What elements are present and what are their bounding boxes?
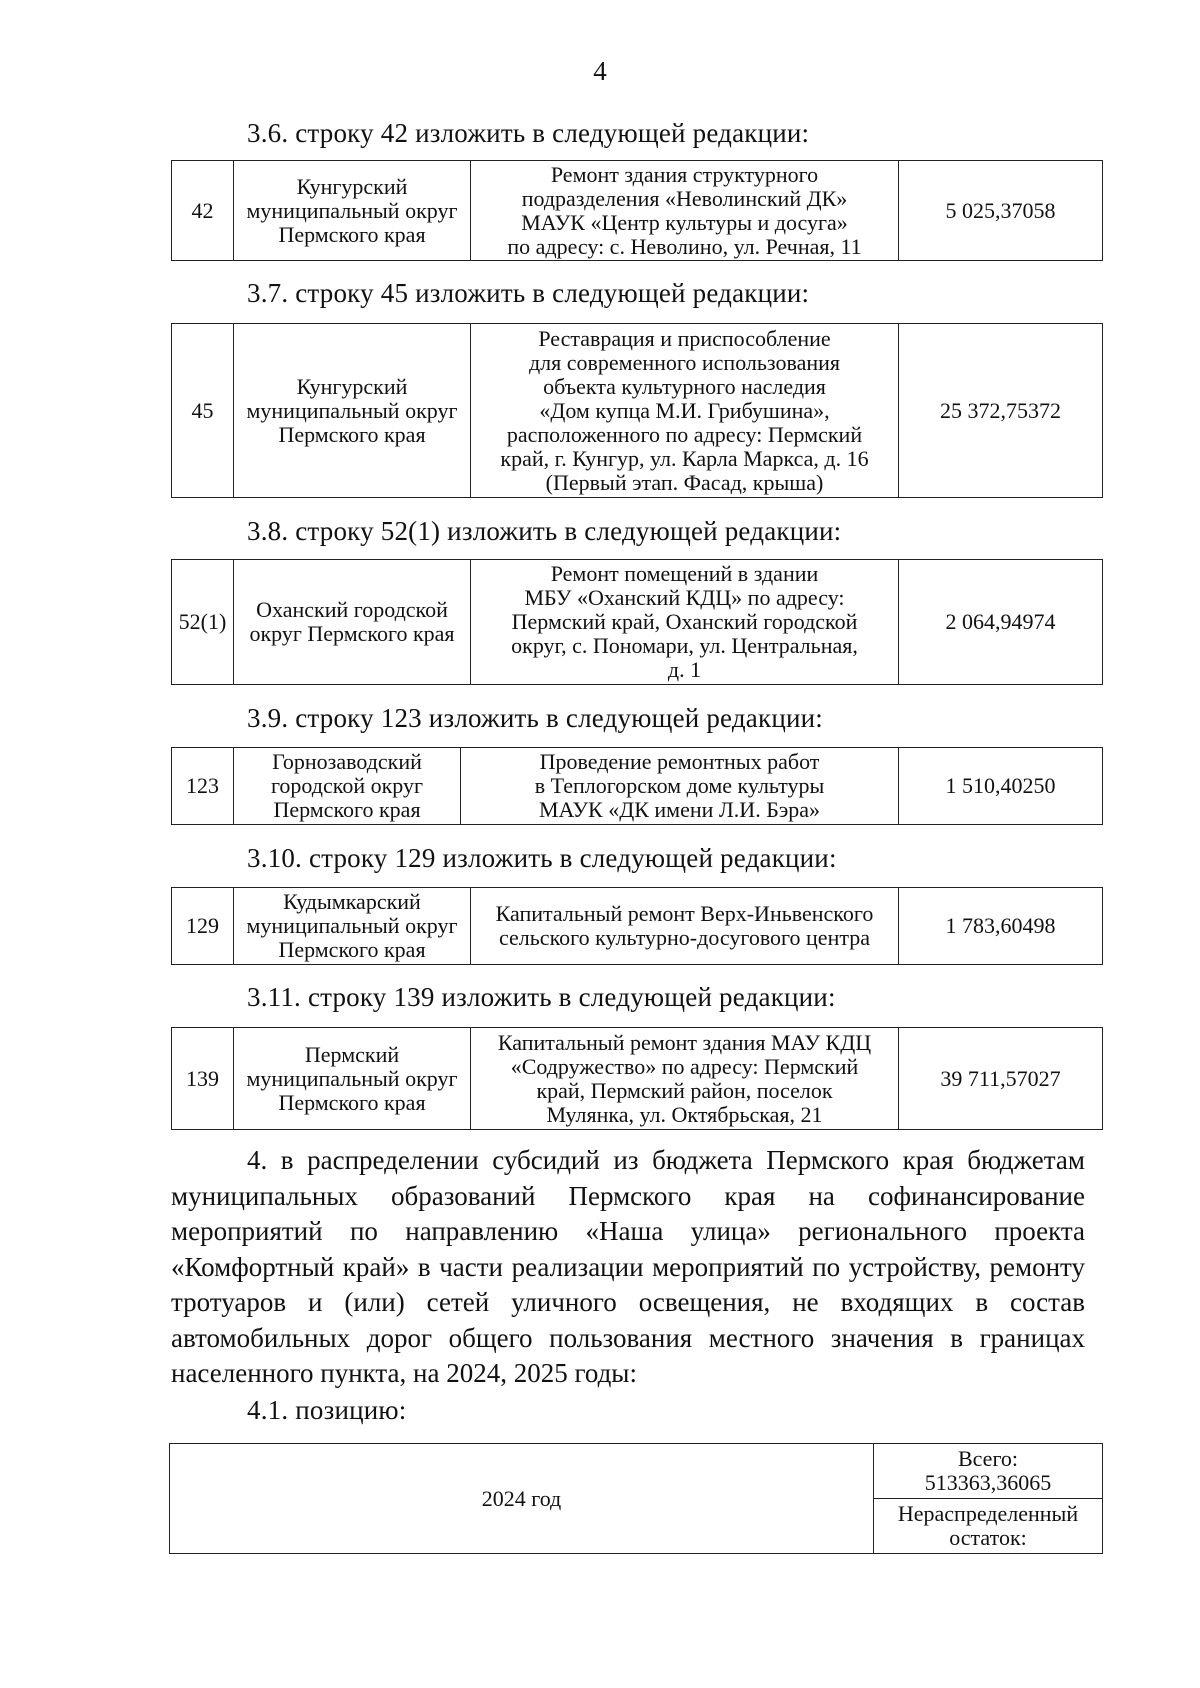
event-text: Ремонт здания структурного подразделения «Неволинский ДК» МАУК «Центр культуры и досуга» по адресу: с. Неволино, ул. Речная, 11 [507,161,862,259]
row-number: 45 [172,324,234,498]
row-number: 42 [172,161,234,261]
municipality-text: Пермский муниципальный округ Пермского края [246,1041,458,1115]
unallocated-text: Нераспределенный остаток: [897,1501,1079,1550]
table-row-139 [171,1027,1103,1130]
section-heading-4-1: 4.1. позицию: [247,1395,407,1425]
event-text: Капитальный ремонт Верх-Иньвенского сельского культурно-досугового центра [495,901,874,950]
event-text: Реставрация и приспособление для современного использования объекта культурного наследия «Дом купца М.И. Грибушина», расположенного по адресу: Пермский край, г. Кунгур, ул. Карла Маркса, д. 16 (Первый этап. Фасад, крыша) [500,325,869,495]
row-number: 129 [172,888,234,965]
amount-cell: 1 510,40250 [899,748,1103,825]
year-cell: 2024 год [170,1444,874,1554]
event-text: Проведение ремонтных работ в Теплогорском доме культуры МАУК «ДК имени Л.И. Бэра» [534,749,825,822]
section-heading-3-9: 3.9. строку 123 изложить в следующей редакции: [247,703,823,733]
row-number: 139 [172,1028,234,1130]
table-row-45 [171,323,1103,498]
municipality-cell [234,324,471,498]
event-cell [471,888,899,965]
event-cell [471,560,899,685]
table-row-42 [171,160,1103,261]
total-text: Всего: 513363,36065 [924,1446,1052,1495]
amount-cell: 5 025,37058 [899,161,1103,261]
table-row-129 [171,887,1103,965]
event-cell [471,1028,899,1130]
municipality-text: Кудымкарский муниципальный округ Пермского края [246,889,458,962]
paragraph-4-text: 4. в распределении субсидий из бюджета Пермского края бюджетам муниципальных образований Пермского края на софинансирование мероприятий по направлению «Наша улица» регионального проекта «Комфортный край» в части реализации мероприятий по устройству, ремонту тротуаров и (или) сетей уличного освещения, не входящих в состав автомобильных дорог общего пользования местного значения в границах населенного пункта, на 2024, 2025 годы: [171,1145,1085,1388]
municipality-text: Кунгурский муниципальный округ Пермского края [246,173,458,247]
municipality-cell [234,1028,471,1130]
section-heading-3-10: 3.10. строку 129 изложить в следующей редакции: [247,843,837,873]
municipality-text: Горнозаводский городской округ Пермского края [270,749,424,822]
section-heading-3-6: 3.6. строку 42 изложить в следующей редакции: [247,118,810,148]
amount-cell: 25 372,75372 [899,324,1103,498]
municipality-cell [234,748,461,825]
section-heading-3-7: 3.7. строку 45 изложить в следующей редакции: [247,278,810,308]
event-cell [461,748,899,825]
municipality-cell [234,888,471,965]
section-heading-3-11: 3.11. строку 139 изложить в следующей редакции: [247,982,836,1012]
municipality-cell [234,560,471,685]
event-cell [471,324,899,498]
event-text: Ремонт помещений в здании МБУ «Оханский КДЦ» по адресу: Пермский край, Оханский городской округ, с. Пономари, ул. Центральная, д. 1 [511,561,858,682]
paragraph-4 [171,1143,1085,1392]
municipality-text: Оханский городской округ Пермского края [249,597,455,646]
event-cell [471,161,899,261]
row-number: 52(1) [172,560,234,685]
unallocated-cell [874,1499,1103,1554]
row-number: 123 [172,748,234,825]
event-text: Капитальный ремонт здания МАУ КДЦ «Содружество» по адресу: Пермский край, Пермский район, поселок Мулянка, ул. Октябрьская, 21 [497,1029,872,1127]
year-table [169,1443,1103,1554]
table-row-123 [171,747,1103,825]
municipality-cell [234,161,471,261]
section-heading-3-8: 3.8. строку 52(1) изложить в следующей редакции: [247,516,842,546]
municipality-text: Кунгурский муниципальный округ Пермского края [246,373,458,447]
amount-cell: 1 783,60498 [899,888,1103,965]
amount-cell: 2 064,94974 [899,560,1103,685]
amount-cell: 39 711,57027 [899,1028,1103,1130]
page-number: 4 [593,56,607,86]
table-row-52-1 [171,559,1103,685]
total-cell [874,1444,1103,1499]
